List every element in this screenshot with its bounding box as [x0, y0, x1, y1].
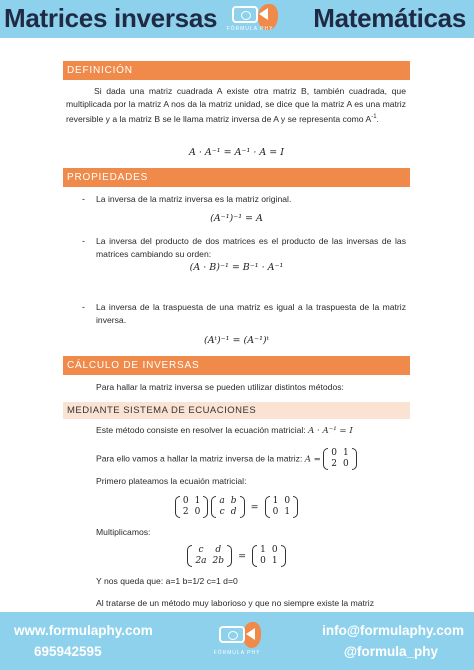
- camera-icon: [219, 626, 245, 643]
- definition-paragraph: Si dada una matriz cuadrada A existe otra matriz B, también cuadrada, que multiplicada por la matriz A nos da la matriz unidad, se dice que la matriz A es una matriz reversible y a la matriz B se le llama matriz inversa de A y se representa como $A^{-1}$.: [66, 86, 406, 124]
- section-header-calculo: CÁLCULO DE INVERSAS: [63, 356, 410, 375]
- method-note: Al tratarse de un método muy laborioso y que no siempre existe la matriz: [96, 598, 374, 608]
- step-plantear: Primero plateamos la ecuaión matricial:: [96, 476, 247, 486]
- camera-icon: [232, 6, 258, 23]
- identity-matrix: 1 0 0 1: [252, 545, 285, 567]
- property-1-equation: (A⁻¹)⁻¹ = A: [210, 213, 263, 224]
- property-1-text: La inversa de la matriz inversa es la matriz original.: [96, 194, 292, 204]
- section-header-propiedades: PROPIEDADES: [63, 168, 410, 187]
- property-2-text: La inversa del producto de dos matrices es el producto de las inversas de las matrices cambiando su orden:: [96, 236, 406, 259]
- email-link[interactable]: info@formulaphy.com: [322, 623, 464, 638]
- definition-equation: A · A⁻¹ = A⁻¹ · A = I: [189, 147, 284, 158]
- method-equation: A · A⁻¹ = I: [308, 426, 353, 436]
- logo-brand-text: FÓRMULA PHY: [226, 26, 274, 32]
- logo-brand-text: FÓRMULA PHY: [213, 650, 261, 656]
- matrix-a: 0 1 2 0: [323, 448, 356, 470]
- method-description: Este método consiste en resolver la ecuación matricial: A · A⁻¹ = I: [96, 425, 353, 436]
- matrix-intro-line: Para ello vamos a hallar la matriz inversa de la matriz: A = 0 1 2 0: [96, 448, 406, 470]
- camera-lens-icon: [246, 628, 255, 640]
- camera-lens-icon: [259, 8, 268, 20]
- step-multiplicar: Multiplicamos:: [96, 527, 151, 537]
- property-3-text: La inversa de la traspuesta de una matriz es igual a la traspuesta de la matriz inversa.: [96, 302, 406, 325]
- matrix-unknowns: a b c d: [211, 496, 244, 518]
- calculo-intro: Para hallar la matriz inversa se pueden utilizar distintos métodos:: [96, 382, 344, 392]
- header-logo: [218, 2, 282, 36]
- bullet-marker: -: [82, 236, 85, 246]
- section-header-definicion: DEFINICIÓN: [63, 61, 410, 80]
- bullet-marker: -: [82, 194, 85, 204]
- product-matrix: c d 2a 2b: [187, 545, 232, 567]
- bullet-marker: -: [82, 302, 85, 312]
- matrix-a-left: 0 1 2 0: [175, 496, 208, 518]
- page-footer: [0, 612, 474, 670]
- identity-matrix: 1 0 0 1: [265, 496, 298, 518]
- matrix-equation-1: 0 1 2 0 a b c d = 1 0 0 1: [63, 496, 410, 518]
- document-title: Matrices inversas: [4, 3, 218, 33]
- footer-logo: [205, 622, 269, 662]
- page-header: [0, 0, 474, 38]
- result-line: Y nos queda que: a=1 b=1/2 c=1 d=0: [96, 576, 238, 586]
- property-2-equation: (A · B)⁻¹ = B⁻¹ · A⁻¹: [189, 262, 284, 273]
- website-link[interactable]: www.formulaphy.com: [14, 623, 153, 638]
- phone-number: 695942595: [34, 644, 102, 659]
- social-handle[interactable]: @formula_phy: [343, 644, 438, 659]
- subject-title: Matemáticas: [313, 3, 466, 33]
- property-3-equation: (Aᵗ)⁻¹ = (A⁻¹)ᵗ: [204, 335, 269, 346]
- matrix-equation-2: c d 2a 2b = 1 0 0 1: [63, 545, 410, 567]
- subsection-header-sistema: MEDIANTE SISTEMA DE ECUACIONES: [63, 402, 410, 419]
